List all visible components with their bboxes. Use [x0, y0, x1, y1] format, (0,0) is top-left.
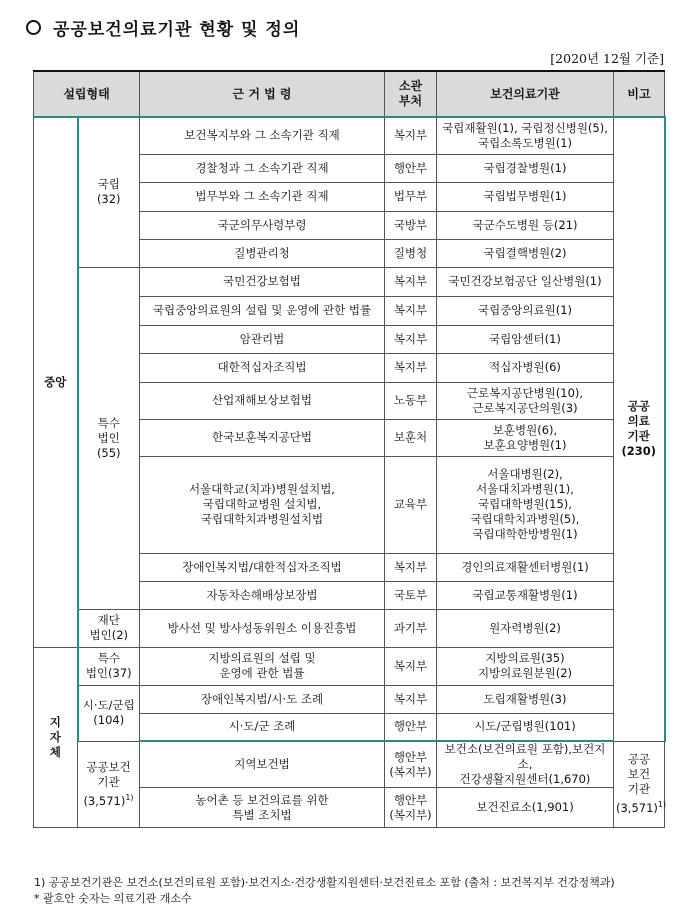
institution-cell: 지방의료원(35) 지방의료원분원(2) — [437, 647, 614, 685]
ministry-cell: 행안부 (복지부) — [385, 788, 437, 828]
law-cell: 지방의료원의 설립 및 운영에 관한 법률 — [140, 647, 385, 685]
law-cell: 대한적십자조직법 — [140, 353, 385, 382]
header-institution: 보건의료기관 — [437, 71, 614, 117]
law-cell: 장애인복지법/대한적십자조직법 — [140, 553, 385, 581]
law-cell: 지역보건법 — [140, 741, 385, 788]
remark-public-medical: 공공 의료 기관 (230) — [614, 117, 665, 741]
institution-cell: 국립법무병원(1) — [437, 182, 614, 211]
table-row — [34, 117, 665, 154]
institution-cell: 국립재활원(1), 국립정신병원(5), 국립소록도병원(1) — [437, 117, 614, 154]
group-central: 중앙 — [34, 117, 78, 647]
footnote-1: 1) 공공보건기관은 보건소(보건의료원 포함)·보건지소·건강생활지원센터·보건진료소 포함 (출처 : 보건복지부 건강정책과) — [34, 876, 615, 889]
institution-cell: 근로복지공단병원(10), 근로복지공단의원(3) — [437, 382, 614, 419]
ministry-cell: 국방부 — [385, 211, 437, 239]
ministry-cell: 복지부 — [385, 685, 437, 713]
table-row — [34, 741, 665, 788]
institution-cell: 경인의료재활센터병원(1) — [437, 553, 614, 581]
institution-cell: 보건소(보건의료원 포함),보건지소, 건강생활지원센터(1,670) — [437, 741, 614, 788]
ministry-cell: 행안부 — [385, 713, 437, 741]
institution-cell: 적십자병원(6) — [437, 353, 614, 382]
institution-cell: 국군수도병원 등(21) — [437, 211, 614, 239]
header-law: 근 거 법 령 — [140, 71, 385, 117]
law-cell: 자동차손해배상보장법 — [140, 581, 385, 609]
remark-public-health: 공공 보건 기관 $(3,571)^{1)}$ — [614, 741, 665, 828]
institution-cell: 국민건강보험공단 일산병원(1) — [437, 267, 614, 296]
group-public-health: 공공보건 기관 $(3,571)^{1)}$ — [78, 741, 140, 828]
institution-cell: 국립결핵병원(2) — [437, 239, 614, 267]
institution-cell: 보건진료소(1,901) — [437, 788, 614, 828]
ministry-cell: 복지부 — [385, 353, 437, 382]
ministry-cell: 보훈처 — [385, 419, 437, 456]
table-row — [34, 609, 665, 647]
ministry-cell: 복지부 — [385, 553, 437, 581]
ministry-cell: 복지부 — [385, 296, 437, 325]
header-ministry: 소관 부처 — [385, 71, 437, 117]
ministry-cell: 행안부 — [385, 154, 437, 182]
group-special: 특수 법인 (55) — [78, 267, 140, 609]
ministry-cell: 복지부 — [385, 325, 437, 353]
ministry-cell: 복지부 — [385, 267, 437, 296]
institution-cell: 도립재활병원(3) — [437, 685, 614, 713]
table-row — [34, 685, 665, 713]
ministry-cell: 행안부 (복지부) — [385, 741, 437, 788]
law-cell: 법무부와 그 소속기관 직제 — [140, 182, 385, 211]
law-cell: 장애인복지법/시·도 조례 — [140, 685, 385, 713]
group-sido: 시·도/군립 (104) — [78, 685, 140, 741]
circle-bullet-icon — [26, 20, 41, 35]
header-type: 설립형태 — [34, 71, 140, 117]
law-cell: 경찰청과 그 소속기관 직제 — [140, 154, 385, 182]
law-cell: 보건복지부와 그 소속기관 직제 — [140, 117, 385, 154]
ministry-cell: 과기부 — [385, 609, 437, 647]
group-foundation: 재단 법인(2) — [78, 609, 140, 647]
institution-cell: 국립교통재활병원(1) — [437, 581, 614, 609]
ministry-cell: 교육부 — [385, 456, 437, 553]
institution-table — [33, 70, 666, 828]
institution-cell: 국립암센터(1) — [437, 325, 614, 353]
law-cell: 암관리법 — [140, 325, 385, 353]
institution-cell: 보훈병원(6), 보훈요양병원(1) — [437, 419, 614, 456]
table-row — [34, 267, 665, 296]
ministry-cell: 법무부 — [385, 182, 437, 211]
law-cell: 국군의무사령부령 — [140, 211, 385, 239]
law-cell: 서울대학교(치과)병원설치법, 국립대학교병원 설치법, 국립대학치과병원설치법 — [140, 456, 385, 553]
law-cell: 방사선 및 방사성동위원소 이용진흥법 — [140, 609, 385, 647]
date-note: [2020년 12월 기준] — [550, 51, 664, 66]
law-cell: 한국보훈복지공단법 — [140, 419, 385, 456]
footnotes — [34, 875, 615, 907]
institution-cell: 서울대병원(2), 서울대치과병원(1), 국립대학병원(15), 국립대학치과병원(5), 국립대학한방병원(1) — [437, 456, 614, 553]
ministry-cell: 질병청 — [385, 239, 437, 267]
title-row — [26, 14, 300, 40]
institution-cell: 원자력병원(2) — [437, 609, 614, 647]
law-cell: 산업재해보상보험법 — [140, 382, 385, 419]
institution-cell: 국립경찰병원(1) — [437, 154, 614, 182]
ministry-cell: 국토부 — [385, 581, 437, 609]
footnote-2: * 괄호안 숫자는 의료기관 개소수 — [34, 892, 192, 905]
law-cell: 질병관리청 — [140, 239, 385, 267]
institution-cell: 시도/군립병원(101) — [437, 713, 614, 741]
group-national: 국립 (32) — [78, 117, 140, 267]
group-local-special: 특수 법인(37) — [78, 647, 140, 685]
law-cell: 국민건강보험법 — [140, 267, 385, 296]
page-title: 공공보건의료기관 현황 및 정의 — [53, 19, 301, 40]
ministry-cell: 노동부 — [385, 382, 437, 419]
ministry-cell: 복지부 — [385, 647, 437, 685]
ministry-cell: 복지부 — [385, 117, 437, 154]
law-cell: 농어촌 등 보건의료를 위한 특별 조치법 — [140, 788, 385, 828]
table-row — [34, 647, 665, 685]
header-remark: 비고 — [614, 71, 665, 117]
institution-cell: 국립중앙의료원(1) — [437, 296, 614, 325]
law-cell: 국립중앙의료원의 설립 및 운영에 관한 법률 — [140, 296, 385, 325]
group-local: 지 자 체 — [34, 647, 78, 828]
law-cell: 시·도/군 조례 — [140, 713, 385, 741]
